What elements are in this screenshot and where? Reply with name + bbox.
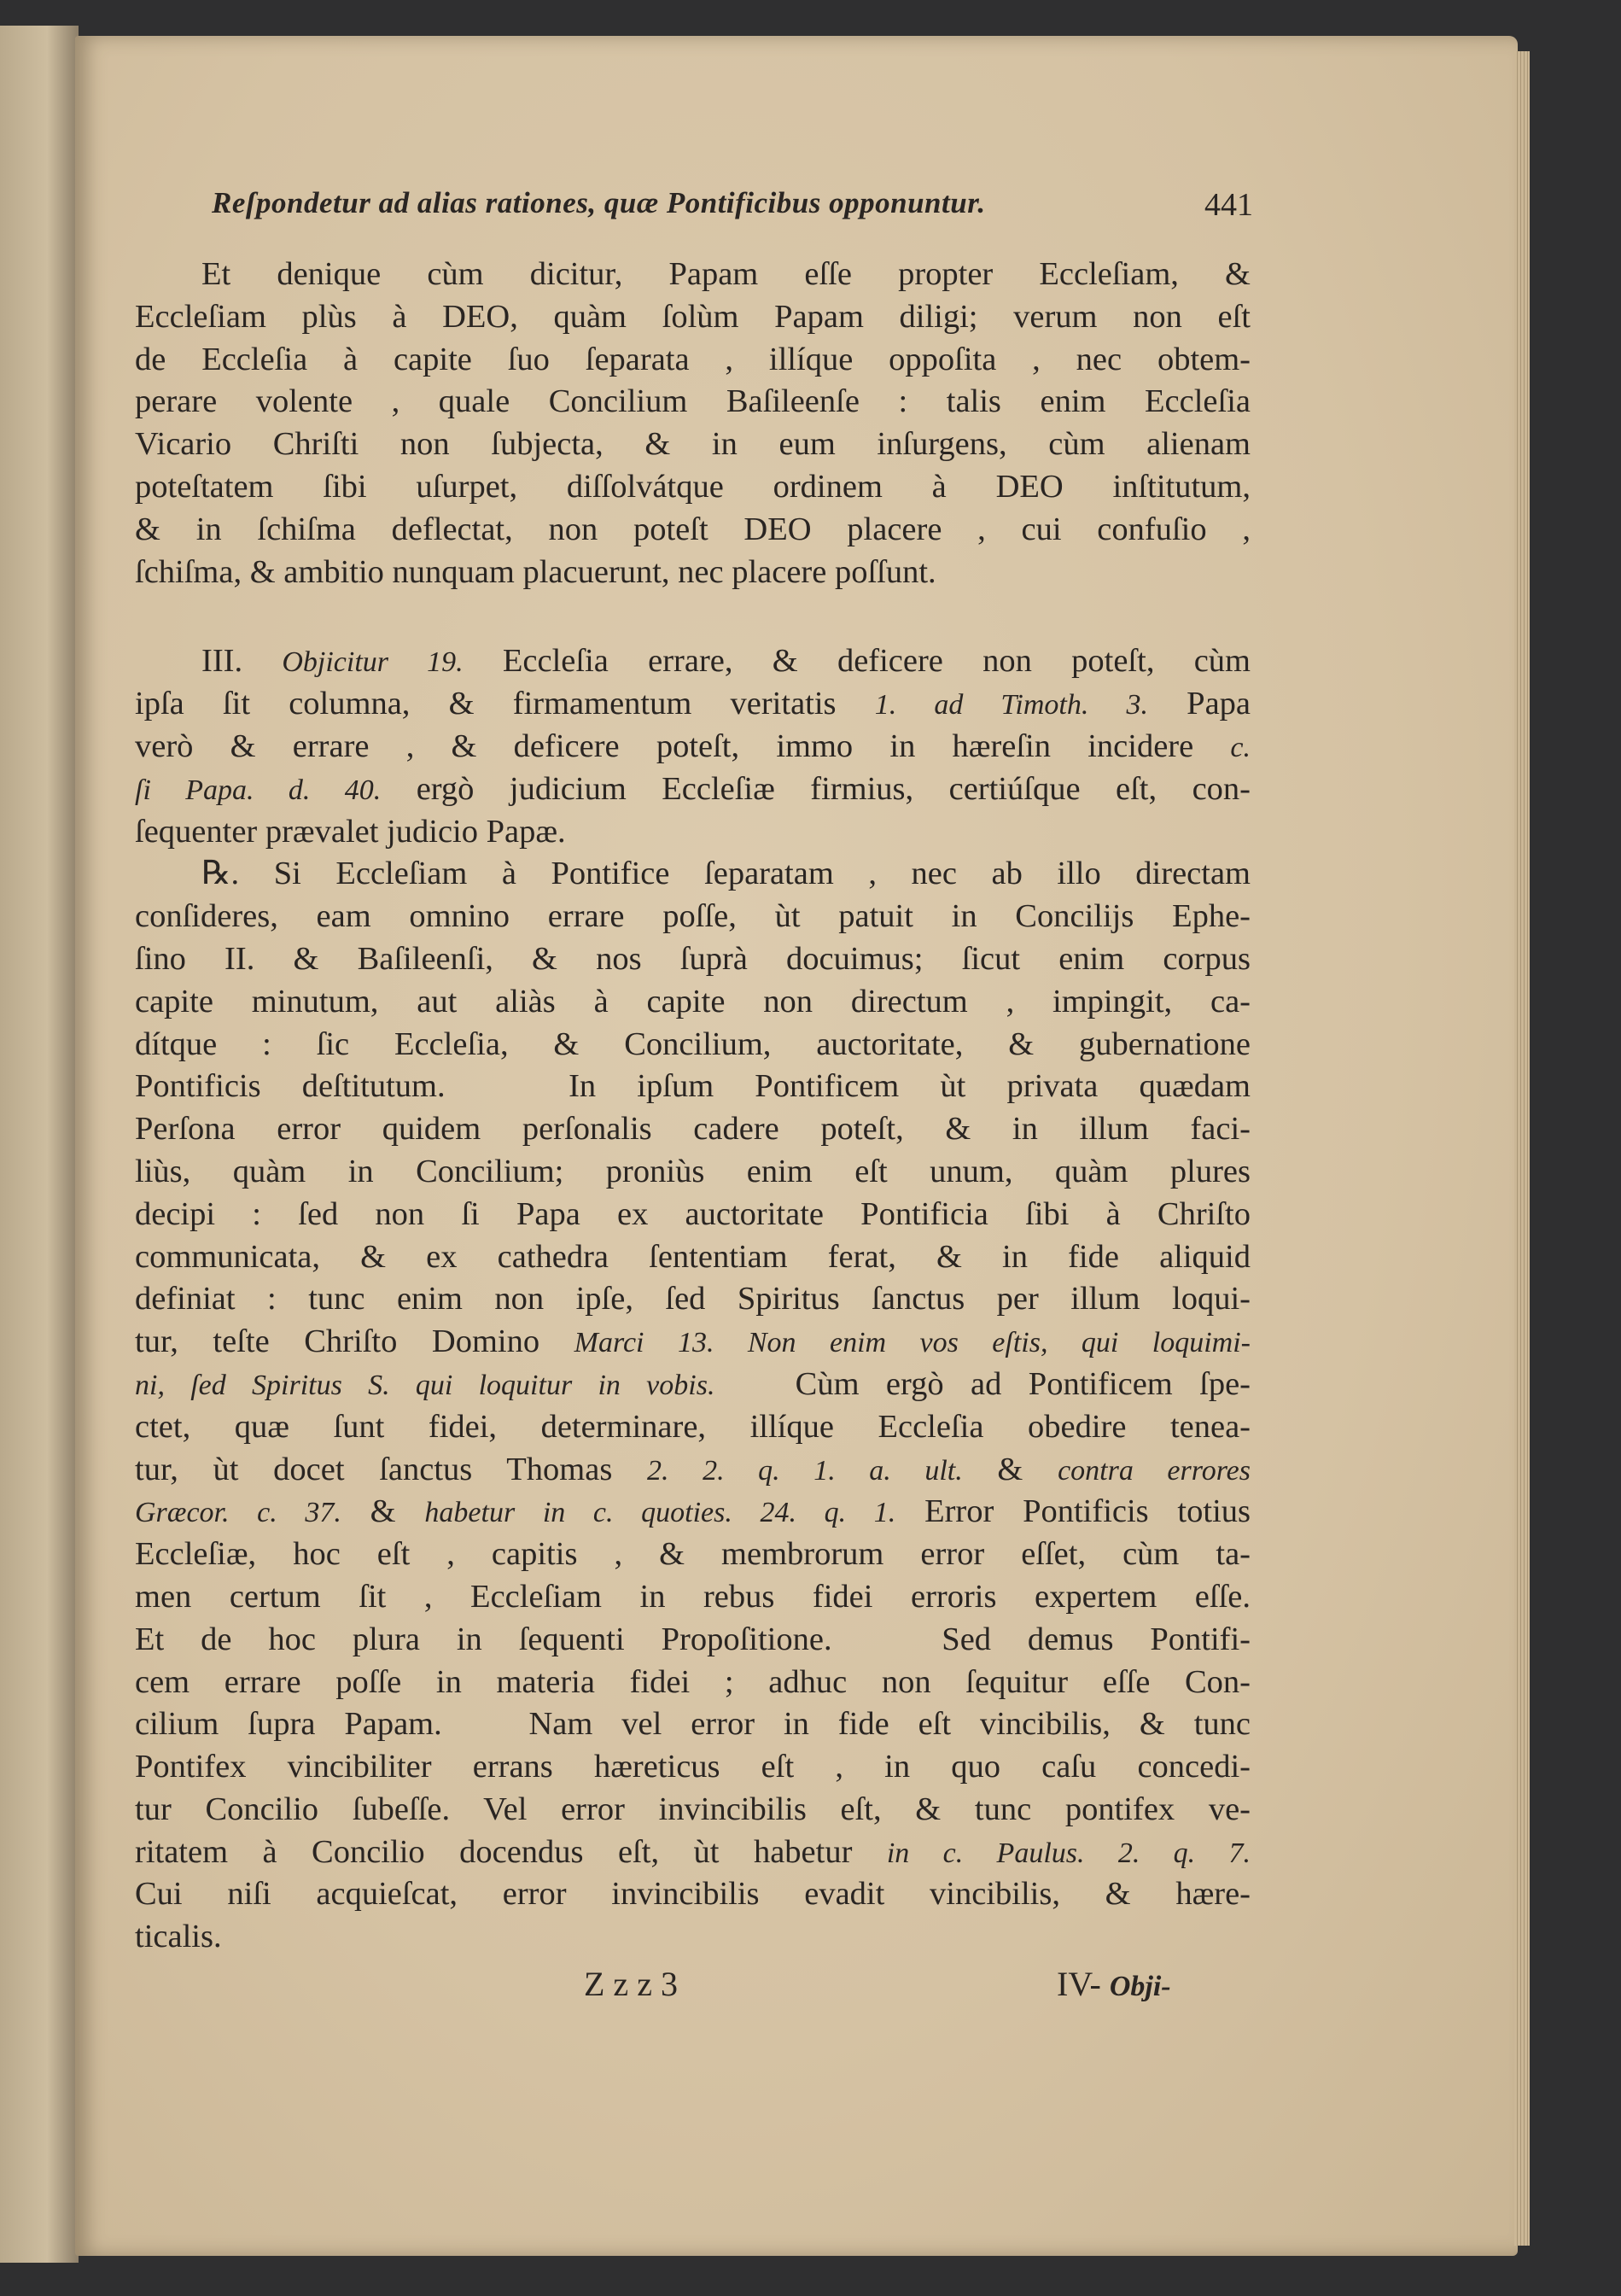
text-segment: ritatem à Concilio docendus eſt, ùt habetur xyxy=(135,1833,887,1870)
text-line xyxy=(135,1873,1251,1916)
catchword xyxy=(1057,1964,1171,2004)
text-line xyxy=(135,339,1251,382)
text-line xyxy=(135,1789,1251,1832)
text-line xyxy=(135,726,1251,768)
text-line xyxy=(135,1746,1251,1789)
text-line xyxy=(135,981,1251,1024)
italic-citation: Marci 13. Non enim vos eſtis, qui loquimi- xyxy=(574,1327,1251,1359)
text-segment: Cùm ergò ad Pontificem ſpe- xyxy=(714,1365,1251,1402)
text-line xyxy=(135,938,1251,981)
text-line xyxy=(135,1406,1251,1449)
text-segment: Pontifex vincibiliter errans hæreticus eſt , in quo caſu concedi- xyxy=(135,1749,1251,1785)
text-line xyxy=(135,1619,1251,1662)
text-line xyxy=(135,466,1251,509)
text-segment: Cui niſi acquieſcat, error invincibilis evadit vincibilis, & hære- xyxy=(135,1876,1251,1913)
text-segment: definiat : tunc enim non ipſe, ſed Spiritus ſanctus per illum loqui- xyxy=(135,1281,1251,1317)
text-segment: ergò judicium Eccleſiæ firmius, certiúſque eſt, con- xyxy=(381,770,1251,807)
text-segment: Et denique cùm dicitur, Papam eſſe propter Eccleſiam, & xyxy=(201,256,1251,292)
text-segment: verò & errare , & deficere poteſt, immo in hæreſin incidere xyxy=(135,727,1231,764)
text-line xyxy=(135,424,1251,466)
text-line xyxy=(135,296,1251,339)
text-line xyxy=(135,1108,1251,1151)
text-segment: ctet, quæ ſunt fidei, determinare, illíque Eccleſia obedire tenea- xyxy=(135,1408,1251,1445)
facing-page-edge xyxy=(0,26,79,2263)
text-segment: Eccleſiam plùs à DEO, quàm ſolùm Papam diligi; verum non eſt xyxy=(135,298,1251,335)
page-number: 441 xyxy=(1204,187,1253,223)
text-line xyxy=(135,1024,1251,1066)
body-text xyxy=(135,254,1251,1959)
text-segment: perare volente , quale Concilium Baſileenſe : talis enim Eccleſia xyxy=(135,383,1251,420)
text-line xyxy=(135,1662,1251,1704)
text-line xyxy=(135,1449,1251,1492)
text-segment: tur, ùt docet ſanctus Thomas xyxy=(135,1451,648,1487)
italic-citation: 2. 2. q. 1. a. ult. xyxy=(647,1454,963,1487)
text-line xyxy=(135,1321,1251,1364)
italic-citation: Græcor. c. 37. xyxy=(135,1497,341,1529)
text-segment: & xyxy=(341,1493,425,1530)
running-title: Reſpondetur ad alias rationes, quæ Pontificibus opponuntur. xyxy=(212,186,986,219)
text-segment: communicata, & ex cathedra ſententiam ferat, & in fide aliquid xyxy=(135,1238,1251,1275)
text-line xyxy=(135,896,1251,938)
text-segment: ſchiſma, & ambitio nunquam placuerunt, nec placere poſſunt. xyxy=(135,553,936,590)
text-line xyxy=(135,1151,1251,1194)
paragraph xyxy=(135,640,1251,1959)
text-segment: & xyxy=(962,1451,1058,1487)
text-segment: Et de hoc plura in ſequenti Propoſitione. Sed demus Pontifi- xyxy=(135,1621,1251,1657)
text-segment: ipſa ſit columna, & firmamentum veritatis xyxy=(135,686,875,722)
text-line xyxy=(135,254,1251,296)
italic-citation: habetur in c. quoties. 24. q. 1. xyxy=(424,1497,896,1529)
text-line xyxy=(135,1703,1251,1746)
page-stack-edge xyxy=(1514,51,1530,2246)
text-segment: Papa xyxy=(1147,686,1251,722)
italic-citation: ni, ſed Spiritus S. qui loquitur in vobis. xyxy=(135,1369,715,1401)
text-line xyxy=(135,1534,1251,1576)
text-segment: cem errare poſſe in materia fidei ; adhuc non ſequitur eſſe Con- xyxy=(135,1663,1251,1700)
text-segment: men certum ſit , Eccleſiam in rebus fidei erroris expertem eſſe. xyxy=(135,1578,1251,1615)
italic-citation: c. xyxy=(1230,731,1251,763)
text-line xyxy=(135,381,1251,424)
text-line xyxy=(135,1491,1251,1534)
text-line xyxy=(135,683,1251,726)
text-line xyxy=(135,1278,1251,1321)
text-segment: dítque : ſic Eccleſia, & Concilium, auctoritate, & gubernatione xyxy=(135,1025,1251,1062)
text-segment: III. xyxy=(201,643,283,680)
text-line xyxy=(135,1236,1251,1279)
text-segment: Pontificis deſtitutum. In ipſum Pontificem ùt privata quædam xyxy=(135,1068,1251,1105)
text-line xyxy=(135,552,1251,594)
text-segment: Vicario Chriſti non ſubjecta, & in eum inſurgens, cùm alienam xyxy=(135,426,1251,463)
text-segment: ℞. Si Eccleſiam à Pontifice ſeparatam , nec ab illo directam xyxy=(201,856,1251,892)
italic-citation: ſi Papa. d. 40. xyxy=(135,774,382,806)
text-segment: Eccleſiæ, hoc eſt , capitis , & membrorum error eſſet, cùm ta- xyxy=(135,1536,1251,1573)
text-line xyxy=(135,1916,1251,1959)
text-line xyxy=(135,1066,1251,1108)
text-segment: conſideres, eam omnino errare poſſe, ùt patuit in Concilijs Ephe- xyxy=(135,898,1251,935)
text-segment: tur Concilio ſubeſſe. Vel error invincibilis eſt, & tunc pontifex ve- xyxy=(135,1791,1251,1827)
text-segment: decipi : ſed non ſi Papa ex auctoritate Pontificia ſibi à Chriſto xyxy=(135,1195,1251,1232)
text-line xyxy=(135,811,1251,854)
text-line xyxy=(135,509,1251,552)
text-line xyxy=(135,1364,1251,1406)
text-segment: cilium ſupra Papam. Nam vel error in fide eſt vincibilis, & tunc xyxy=(135,1706,1251,1743)
text-segment: liùs, quàm in Concilium; proniùs enim eſt unum, quàm plures xyxy=(135,1153,1251,1189)
text-segment: poteſtatem ſibi uſurpet, diſſolvátque ordinem à DEO inſtitutum, xyxy=(135,468,1251,505)
text-line xyxy=(135,853,1251,896)
text-segment: ticalis. xyxy=(135,1919,222,1955)
text-segment: Eccleſia errare, & deficere non poteſt, cùm xyxy=(463,643,1251,680)
italic-citation: 1. ad Timoth. 3. xyxy=(874,689,1148,722)
italic-citation: in c. Paulus. 2. q. 7. xyxy=(886,1837,1251,1869)
signature-mark: Zzz3 xyxy=(584,1965,686,2003)
text-line xyxy=(135,1194,1251,1236)
page-header xyxy=(212,186,1253,234)
text-line xyxy=(135,1832,1251,1874)
italic-citation: contra errores xyxy=(1058,1454,1251,1487)
text-segment: capite minutum, aut aliàs à capite non directum , impingit, ca- xyxy=(135,983,1251,1019)
catchword-roman: IV- xyxy=(1057,1965,1110,2003)
catchword-italic: Obji- xyxy=(1109,1971,1171,2002)
text-line xyxy=(135,640,1251,683)
text-segment: tur, teſte Chriſto Domino xyxy=(135,1323,574,1360)
text-segment: de Eccleſia à capite ſuo ſeparata , illíque oppoſita , nec obtem- xyxy=(135,341,1251,377)
text-line xyxy=(135,1576,1251,1619)
text-line xyxy=(135,768,1251,811)
italic-citation: Objicitur 19. xyxy=(282,646,464,679)
text-segment: & in ſchiſma deflectat, non poteſt DEO placere , cui confuſio , xyxy=(135,511,1251,547)
text-segment: ſino II. & Baſileenſi, & nos ſuprà docuimus; ſicut enim corpus xyxy=(135,940,1251,977)
paragraph xyxy=(135,254,1251,593)
text-segment: Perſona error quidem perſonalis cadere poteſt, & in illum faci- xyxy=(135,1111,1251,1148)
text-segment: Error Pontificis totius xyxy=(895,1493,1251,1530)
text-segment: ſequenter prævalet judicio Papæ. xyxy=(135,813,566,850)
